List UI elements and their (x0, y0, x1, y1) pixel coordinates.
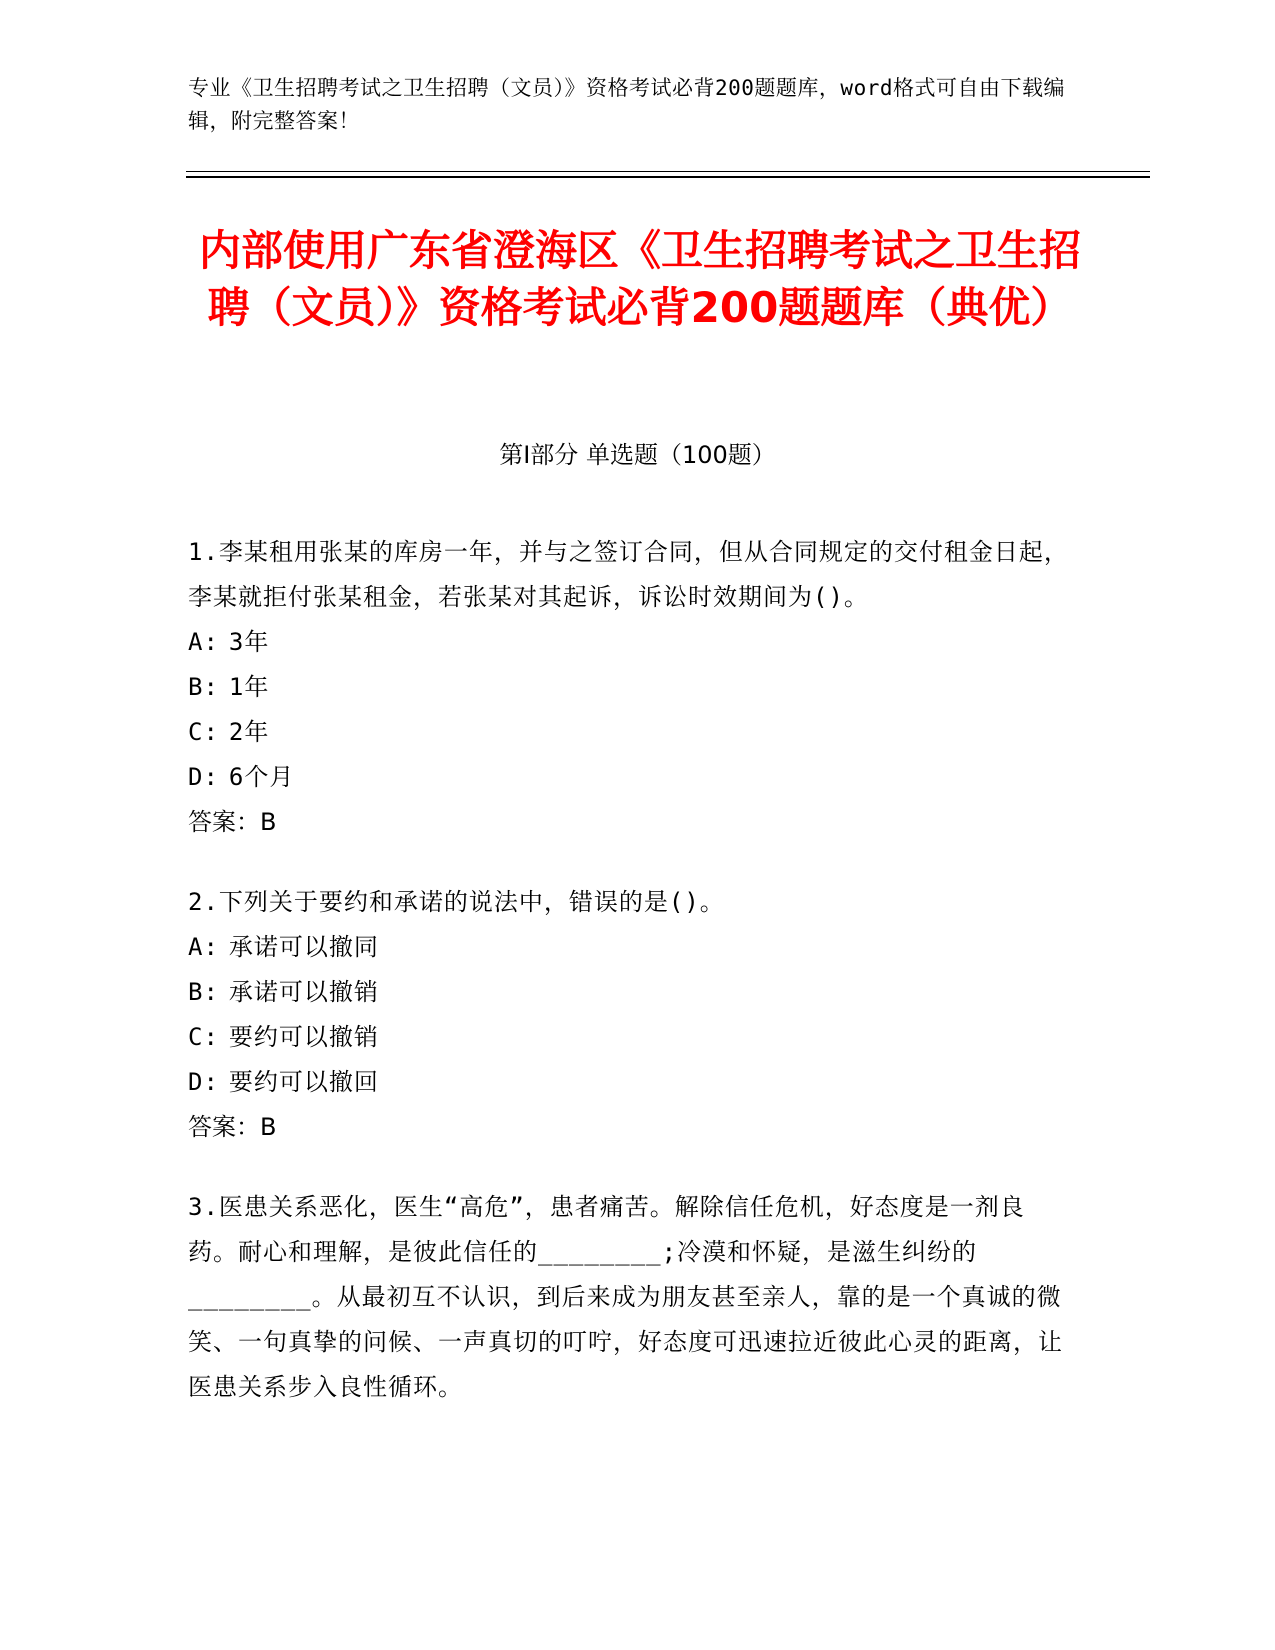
option-text: 承诺可以撤销 (228, 978, 379, 1006)
answer: 答案：B (188, 808, 277, 836)
question-2 (188, 880, 1070, 1150)
option-a (188, 620, 1070, 665)
header-divider-thick (186, 176, 1150, 178)
option-key: C: (188, 1023, 219, 1051)
option-key: D: (188, 1068, 219, 1096)
question-text: 2.下列关于要约和承诺的说法中，错误的是()。 (188, 888, 725, 916)
option-key: B: (188, 673, 219, 701)
option-d (188, 755, 1070, 800)
option-c (188, 710, 1070, 755)
option-key: A: (188, 933, 219, 961)
option-text: 3年 (228, 628, 270, 656)
question-text: 3.医患关系恶化，医生“高危”，患者痛苦。解除信任危机，好态度是一剂良药。耐心和理解，是彼此信任的________;冷漠和怀疑，是滋生纠纷的________。从最初互不认识，到后来成为朋友甚至亲人，靠的是一个真诚的微笑、一句真挚的问候、一声真切的叮咛，好态度可迅速拉近彼此心灵的距离，让医患关系步入良性循环。 (188, 1193, 1063, 1401)
option-c (188, 1015, 1070, 1060)
option-text: 承诺可以撤同 (228, 933, 379, 961)
question-1 (188, 530, 1070, 845)
question-text: 1.李某租用张某的库房一年，并与之签订合同，但从合同规定的交付租金日起，李某就拒付张某租金，若张某对其起诉，诉讼时效期间为()。 (188, 538, 1069, 611)
question-list (188, 530, 1070, 1445)
header-note: 专业《卫生招聘考试之卫生招聘（文员）》资格考试必背200题题库，word格式可自由下载编辑，附完整答案！ (188, 76, 1065, 133)
question-3 (188, 1185, 1070, 1410)
option-d (188, 1060, 1070, 1105)
option-text: 6个月 (228, 763, 295, 791)
option-key: B: (188, 978, 219, 1006)
option-key: C: (188, 718, 219, 746)
option-text: 1年 (228, 673, 270, 701)
option-b (188, 970, 1070, 1015)
option-text: 要约可以撤销 (228, 1023, 379, 1051)
option-text: 要约可以撤回 (228, 1068, 379, 1096)
section-title: 第Ⅰ部分 单选题（100题） (499, 441, 776, 469)
option-b (188, 665, 1070, 710)
document-title: 内部使用广东省澄海区《卫生招聘考试之卫生招聘（文员）》资格考试必背200题题库（典优） (198, 226, 1081, 332)
answer: 答案：B (188, 1113, 277, 1141)
option-a (188, 925, 1070, 970)
option-key: D: (188, 763, 219, 791)
header-divider-thin (186, 171, 1150, 172)
option-text: 2年 (228, 718, 270, 746)
option-key: A: (188, 628, 219, 656)
